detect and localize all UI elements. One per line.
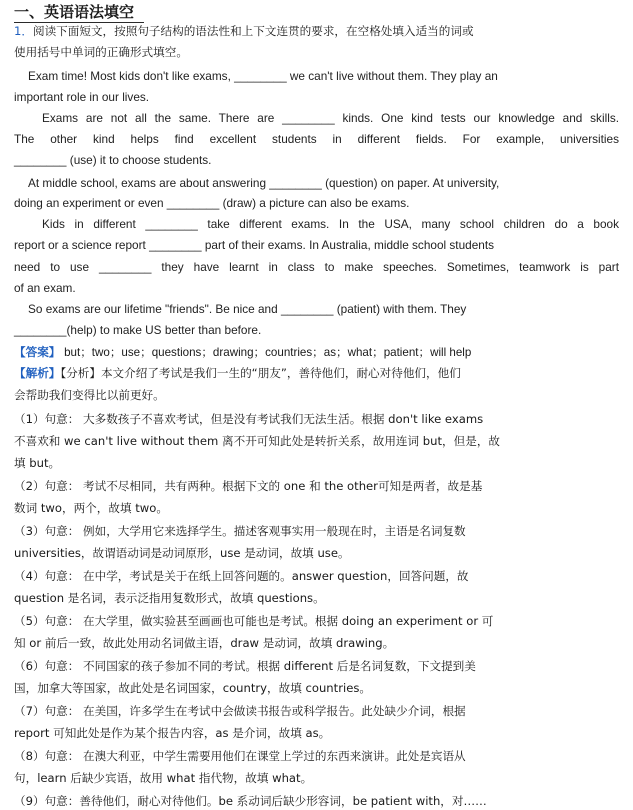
explanation-line: （7）句意： 在美国，许多学生在考试中会做读书报告或科学报告。此处缺少介词，根据 [14, 704, 466, 718]
instruction-line-2: 使用括号中单词的正确形式填空。 [14, 45, 188, 59]
analysis-line-2: 会帮助我们变得比以前更好。 [14, 388, 165, 402]
explanation-line: （5）句意： 在大学里，做实验甚至画画也可能也是考试。根据 doing an experiment or 可 [14, 614, 494, 628]
explanation-line: 填 but。 [14, 456, 61, 470]
analysis-line-1 [14, 364, 619, 382]
question-number: 1． [14, 24, 33, 38]
passage-line: ________ (use) it to choose students. [14, 153, 212, 167]
passage-line: Exam time! Most kids don't like exams, ________ we can't live without them. They play an [28, 69, 498, 83]
passage-line: So exams are our lifetime "friends". Be nice and ________ (patient) with them. They [28, 302, 467, 316]
explanation-line: universities，故谓语动词是动词原形，use 是动词，故填 use。 [14, 546, 350, 560]
passage-line: report or a science report ________ part of their exams. In Australia, middle school students [14, 238, 495, 252]
passage-line: of an exam. [14, 281, 76, 295]
explanation-line: 不喜欢和 we can't live without them 离不开可知此处是转折关系，故用连词 but，但是，故 [14, 434, 501, 448]
analysis-intro-1: 【分析】本文介绍了考试是我们一生的“朋友”，善待他们，耐心对待他们，他们 [60, 366, 461, 380]
passage-line: Kids in different ________ take different exams. In the USA, many school children do a book [42, 217, 619, 231]
explanation-line: （4）句意： 在中学，考试是关于在纸上回答问题的。answer question，回答问题，故 [14, 569, 469, 583]
explanation-line: 国，加拿大等国家，故此处是名词国家，country，故填 countries。 [14, 681, 371, 695]
passage-line: Exams are not all the same. There are ________ kinds. One kind tests our knowledge and skills. [42, 111, 619, 125]
answer-line [14, 343, 619, 362]
explanation-line: （3）句意： 例如，大学用它来选择学生。描述客观事实用一般现在时，主语是名词复数 [14, 524, 466, 538]
passage-line: doing an experiment or even ________ (draw) a picture can also be exams. [14, 196, 410, 210]
explanation-line: （2）句意： 考试不尽相同，共有两种。根据下文的 one 和 the other可知是两者，故是基 [14, 479, 483, 493]
explanation-line: report 可知此处是作为某个报告内容，as 是介词，故填 as。 [14, 726, 331, 740]
explanation-line: （8）句意： 在澳大利亚，中学生需要用他们在课堂上学过的东西来演讲。此处是宾语从 [14, 749, 466, 763]
passage-line: The other kind helps find excellent students in different fields. For example, universities [14, 132, 619, 146]
instruction-text-1: 阅读下面短文，按照句子结构的语法性和上下文连贯的要求，在空格处填入适当的词或 [32, 24, 474, 38]
explanation-line: 数词 two，两个，故填 two。 [14, 501, 168, 515]
explanation-line: （6）句意： 不同国家的孩子参加不同的考试。根据 different 后是名词复数，下文提到美 [14, 659, 476, 673]
section-title: 一、英语语法填空 [14, 3, 135, 21]
passage-line: ________(help) to make US better than before. [14, 323, 262, 337]
passage-line: important role in our lives. [14, 90, 150, 104]
explanation-line: （1）句意： 大多数孩子不喜欢考试，但是没有考试我们无法生活。根据 don't like exams [14, 412, 484, 426]
analysis-tag: 【解析】 [14, 366, 61, 380]
answer-tag: 【答案】 [14, 345, 61, 359]
explanation-line: （9）句意：善待他们，耐心对待他们。be 系动词后缺少形容词，be patient with，对…… [14, 794, 487, 808]
explanation-line: 知 or 前后一致，故此处用动名词做主语，draw 是动词，故填 drawing。 [14, 636, 395, 650]
instruction-line-1 [14, 22, 619, 40]
explanation-line: 句，learn 后缺少宾语，故用 what 指代物，故填 what。 [14, 771, 313, 785]
answer-text: but；two；use；questions；drawing；countries；as；what；patient；will help [64, 346, 472, 359]
explanation-line: question 是名词，表示泛指用复数形式，故填 questions。 [14, 591, 325, 605]
passage-line: need to use ________ they have learnt in class to make speeches. Sometimes, teamwork is part [14, 260, 619, 274]
passage-line: At middle school, exams are about answering ________ (question) on paper. At university, [28, 176, 500, 190]
